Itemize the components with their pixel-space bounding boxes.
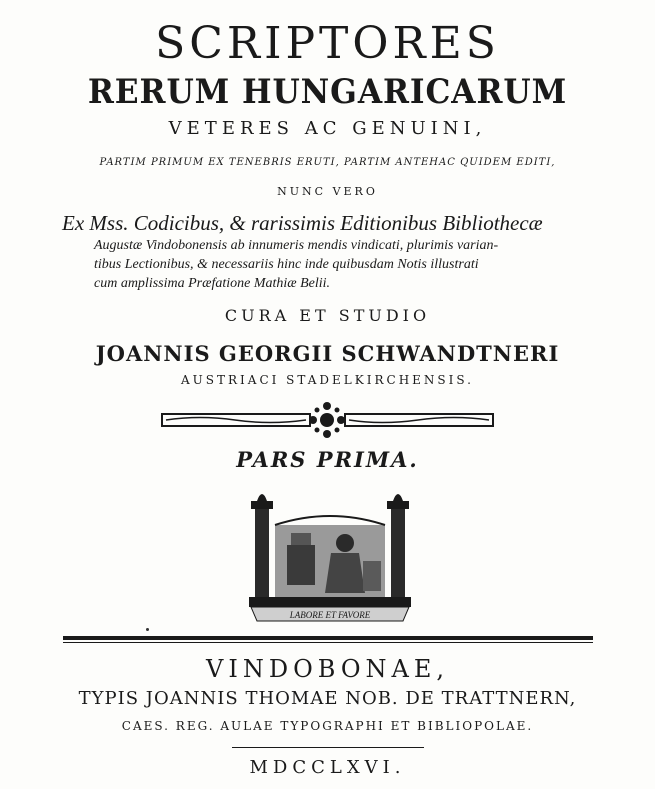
- description-line-2: Augustæ Vindobonensis ab innumeris mendis vindicati, plurimis varian-: [94, 238, 499, 253]
- year: MDCCLXVI.: [249, 757, 406, 778]
- cura-et-studio: CURA ET STUDIO: [224, 306, 431, 325]
- vignette-motto: LABORE ET FAVORE: [289, 610, 371, 620]
- ornament-divider-icon: [160, 400, 495, 440]
- title-line-2: RERUM HUNGARICARUM: [87, 72, 568, 112]
- subtitle: VETERES AC GENUINI,: [168, 118, 487, 139]
- double-rule-thin: [63, 642, 593, 643]
- description-line-1: Ex Mss. Codicibus, & rarissimis Editionibus Bibliothecæ: [62, 211, 543, 235]
- description-block: [62, 211, 622, 293]
- nunc-vero-line: NUNC VERO: [277, 185, 378, 198]
- title-line-1: SCRIPTORES: [155, 18, 500, 69]
- partim-line: PARTIM PRIMUM EX TENEBRIS ERUTI, PARTIM ANTEHAC QUIDEM EDITI,: [99, 157, 556, 168]
- description-line-3: tibus Lectionibus, & necessariis hinc inde quibusdam Notis illustrati: [94, 257, 479, 272]
- editor-origin: AUSTRIACI STADELKIRCHENSIS.: [181, 373, 474, 387]
- year-rule: [232, 747, 424, 748]
- printers-device-vignette-icon: [245, 485, 415, 625]
- ink-spot: [146, 628, 149, 631]
- printer-title-line: CAES. REG. AULAE TYPOGRAPHI ET BIBLIOPOLAE.: [121, 719, 534, 733]
- part-label: PARS PRIMA.: [236, 447, 419, 472]
- editor-name: JOANNIS GEORGII SCHWANDTNERI: [95, 341, 560, 366]
- place-of-printing: VINDOBONAE,: [206, 655, 449, 683]
- double-rule-thick: [63, 636, 593, 640]
- printer-line: TYPIS JOANNIS THOMAE NOB. DE TRATTNERN,: [78, 688, 577, 709]
- description-line-4: cum amplissima Præfatione Mathiæ Belii.: [94, 276, 331, 291]
